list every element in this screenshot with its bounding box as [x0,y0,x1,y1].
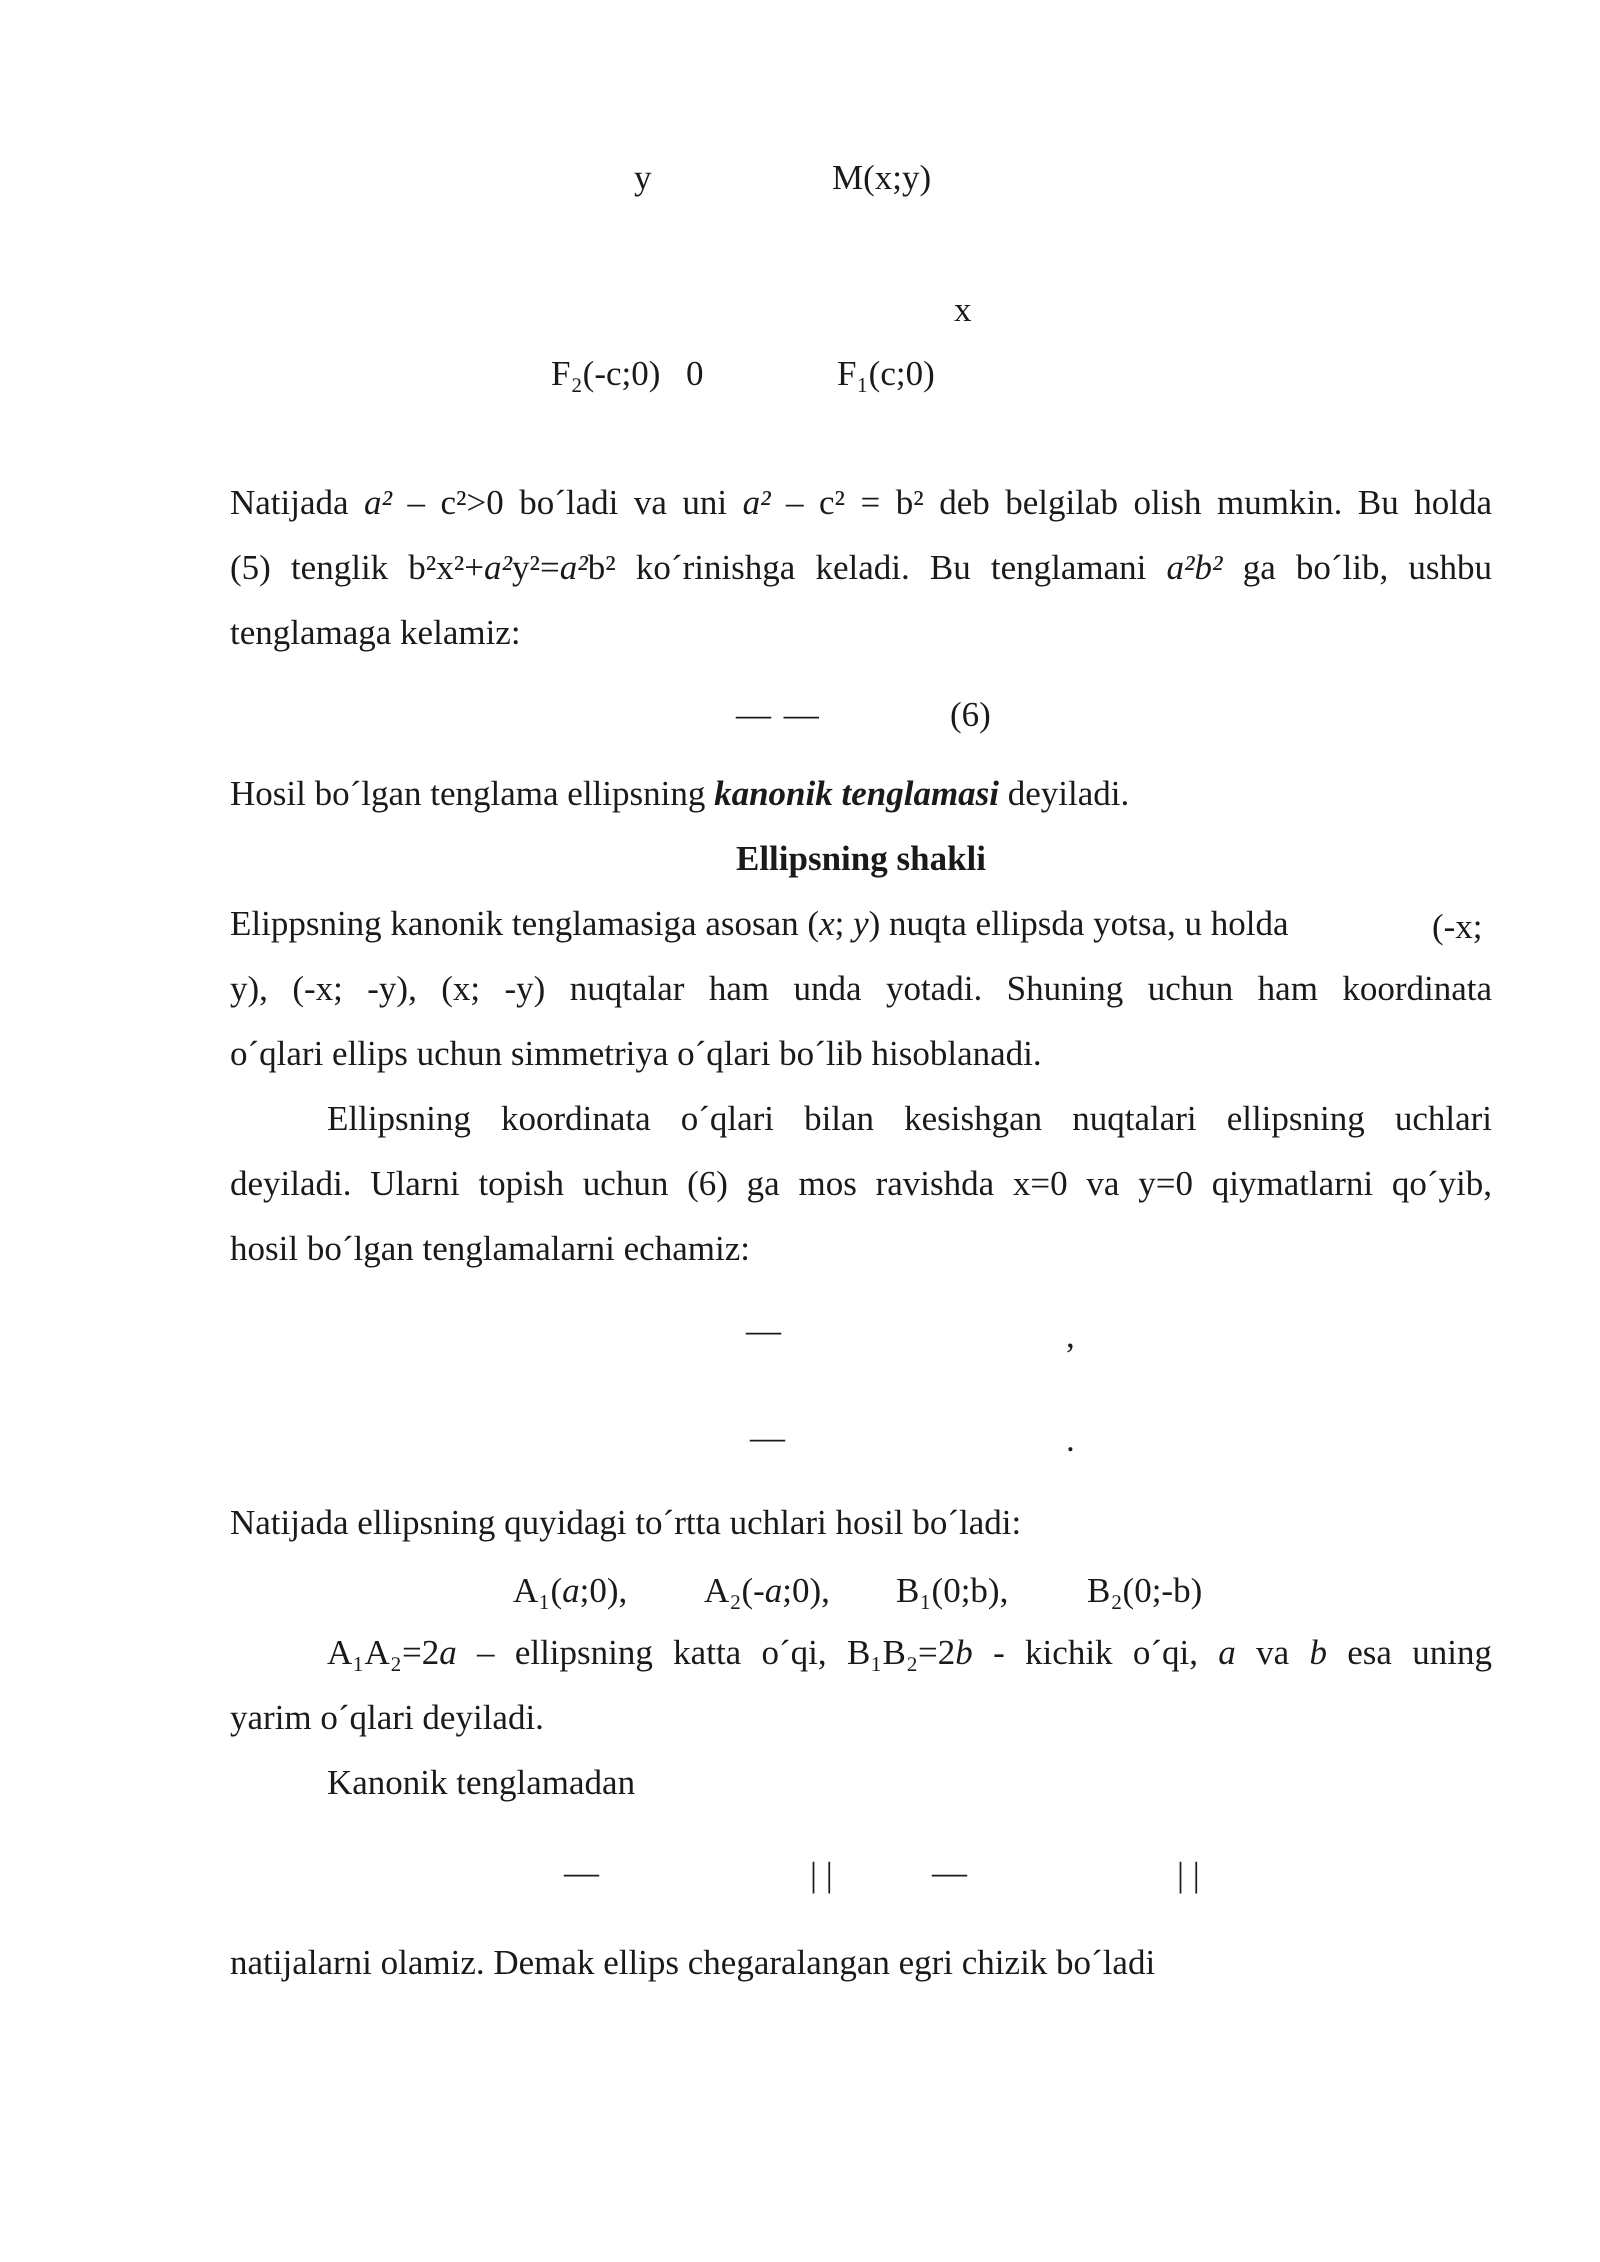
focus-f1-label: F₁(c;0) [837,354,935,393]
paragraph-vertices: Natijada ellipsning quyidagi to´rtta uchlari hosil bo´ladi: [230,1503,1022,1542]
defined-term: kanonik tenglamasi [714,774,1000,813]
text-line: tenglamaga kelamiz: [230,613,521,652]
text-line: o´qlari ellips uchun simmetriya o´qlari bo´lib hisoblanadi. [230,1034,1042,1073]
period: . [1066,1420,1075,1459]
fraction-bar: — [932,1853,967,1892]
y-axis-label: y [634,158,652,197]
vertex-b2: B₂(0;-b) [1087,1571,1203,1610]
vertex-b1: B₁(0;b), [896,1571,1009,1610]
text-line: Elippsning kanonik tenglamasiga asosan (x; y) nuqta ellipsda yotsa, u holda [230,904,1289,943]
text-line: deyiladi. Ularni topish uchun (6) ga mos ravishda x=0 va y=0 qiymatlarni qo´yib, [230,1164,1492,1203]
paragraph-conclusion: natijalarni olamiz. Demak ellips chegaralangan egri chizik bo´ladi [230,1943,1156,1982]
section-heading: Ellipsning shakli [735,839,986,878]
comma: , [1066,1316,1075,1355]
equation-number: (6) [950,695,991,734]
origin-label: 0 [686,354,704,393]
text-line: Ellipsning koordinata o´qlari bilan kesishgan nuqtalari ellipsning uchlari [327,1099,1492,1138]
paragraph-canonical: Hosil bo´lgan tenglama ellipsning kanonik tenglamasi deyiladi. [230,774,1130,813]
focus-f2-label: F₂(-c;0) [551,354,661,393]
text-line: Natijada a² – c²>0 bo´ladi va uni a² – c² = b² deb belgilab olish mumkin. Bu holda [230,483,1492,522]
text-line: yarim o´qlari deyiladi. [230,1698,544,1737]
fraction-bar: — [564,1853,599,1892]
absolute-value: | | [810,1855,833,1894]
x-axis-label: x [954,290,972,329]
point-m-label: M(x;y) [832,158,932,197]
text-line: y), (-x; -y), (x; -y) nuqtalar ham unda yotadi. Shuning uchun ham koordinata [230,969,1492,1008]
fraction-bar: — [750,1418,785,1457]
text-line: hosil bo´lgan tenglamalarni echamiz: [230,1229,750,1268]
fraction-bars: — — [736,695,821,734]
text-fragment: (-x; [1432,907,1483,946]
vertex-a1: A₁(a;0), [513,1571,628,1610]
fraction-bar: — [746,1311,781,1350]
text-line: A₁A₂=2a – ellipsning katta o´qi, B₁B₂=2b - kichik o´qi, a va b esa uning [327,1633,1492,1672]
absolute-value: | | [1177,1855,1200,1894]
vertex-a2: A₂(-a;0), [704,1571,830,1610]
text-line: (5) tenglik b²x²+a²y²=a²b² ko´rinishga keladi. Bu tenglamani a²b² ga bo´lib, ushbu [230,548,1492,587]
paragraph-canonical-from: Kanonik tenglamadan [327,1763,636,1802]
